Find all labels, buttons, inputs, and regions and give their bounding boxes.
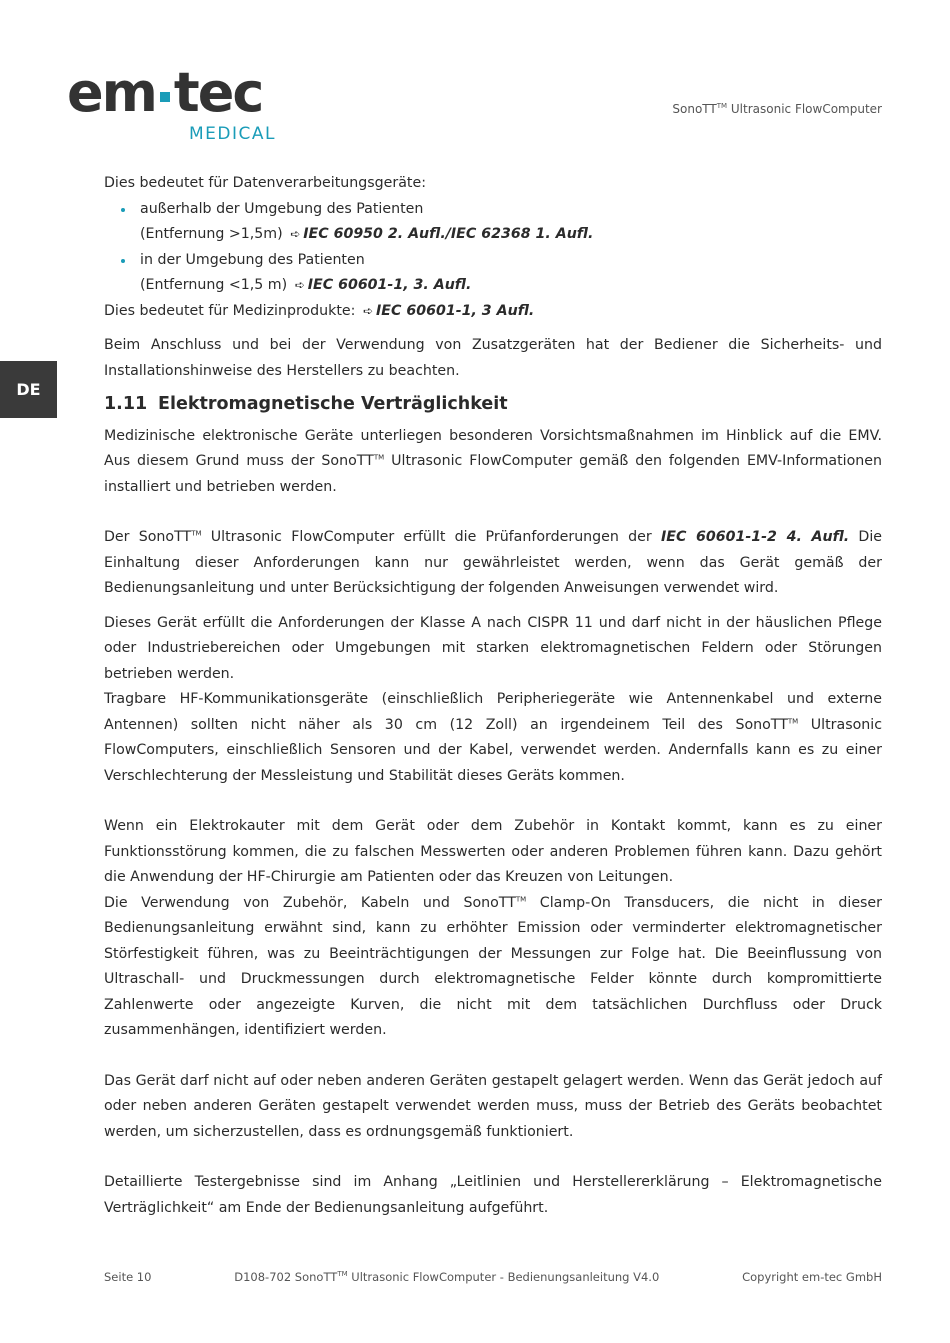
page-number: Seite 10 [104,1270,152,1284]
document-title: D108-702 SonoTT™ Ultrasonic FlowComputer - Bedienungsanleitung V4.0 [234,1270,660,1284]
logo-tec: tec [173,61,263,124]
list-item-detail: (Entfernung >1,5m) ➪ IEC 60950 2. Aufl./IEC 62368 1. Aufl. [140,226,594,242]
medical-products-line: Dies bedeutet für Medizinprodukte: ➪ IEC 60601-1, 3 Aufl. [104,302,535,319]
logo-subtitle: MEDICAL [189,124,276,144]
arrow-icon: ➪ [362,303,374,318]
standard-reference: IEC 60601-1-2 4. Aufl. [660,529,850,545]
page-footer [104,1270,882,1284]
standard-reference: IEC 60601-1, 3. Aufl. [307,277,472,293]
bullet-icon [121,259,125,263]
list-item: in der Umgebung des Patienten [104,248,882,274]
paragraph: Wenn ein Elektrokauter mit dem Gerät oder dem Zubehör in Kontakt kommt, kann es zu einer Funktionsstörung kommen, die zu falschen Messwerten oder anderen Problemen führen kann. Dazu gehört die Anwendung der HF-Chirurgie am Patienten oder das Kreuzen von Leitungen. [104,818,882,885]
page-content [104,171,882,1221]
section-title: Elektromagnetische Verträglichkeit [158,394,508,414]
copyright: Copyright em-tec GmbH [742,1270,882,1284]
logo-dot-icon [160,92,170,102]
list-item: außerhalb der Umgebung des Patienten [104,197,882,223]
list-item-detail: (Entfernung <1,5 m) ➪ IEC 60601-1, 3. Aufl. [140,277,472,293]
standard-reference: IEC 60601-1, 3 Aufl. [376,302,535,319]
paragraph: Tragbare HF-Kommunikationsgeräte (einschließlich Peripheriegeräte wie Antennenkabel und externe Antennen) sollten nicht näher als 30 cm (12 Zoll) an irgendeinem Teil des SonoTT™ Ultrasonic FlowComputers, einschließlich Sensoren und der Kabel, verwendet werden. Andernfalls kann es zu einer Verschlechterung der Messleistung und Stabilität dieses Geräts kommen. [104,691,882,784]
header-product-title: SonoTT™ Ultrasonic FlowComputer [672,102,882,116]
standard-reference: IEC 60950 2. Aufl./IEC 62368 1. Aufl. [303,226,594,242]
intro-line: Dies bedeutet für Datenverarbeitungsgeräte: [104,175,426,191]
paragraph: Die Verwendung von Zubehör, Kabeln und SonoTT™ Clamp-On Transducers, die nicht in dieser Bedienungsanleitung erwähnt sind, kann zu erhöhter Emission oder verminderter elektromagnetischer Störfestigkeit führen, was zu Beeinträchtigungen der Messungen zur Folge hat. Die Beeinflussung von Ultraschall- und Druckmessungen durch elektromagnetische Felder könnte durch kompromittierte Zahlenwerte oder angezeigte Kurven, die nicht mit dem tatsächlichen Durchfluss oder Druck zusammenhängen, identifiziert werden. [104,894,882,1038]
paragraph: Der SonoTT™ Ultrasonic FlowComputer erfüllt die Prüfanforderungen der IEC 60601-1-2 4. Aufl. Die Einhaltung dieser Anforderungen kann nur gewährleistet werden, wenn das Gerät gemäß der Bedienungsanleitung und unter Berücksichtigung der folgenden Anweisungen verwendet wird. [104,529,883,596]
arrow-icon: ➪ [290,227,301,241]
paragraph: Das Gerät darf nicht auf oder neben anderen Geräten gestapelt gelagert werden. Wenn das Gerät jedoch auf oder neben anderen Geräten gestapelt verwendet werden muss, muss der Betrieb des Geräts beobachtet werden, um sicherzustellen, dass es ordnungsgemäß funktioniert. [104,1072,882,1140]
bullet-icon [121,208,125,212]
paragraph: Detaillierte Testergebnisse sind im Anhang „Leitlinien und Herstellererklärung – Elektromagnetische Verträglichkeit“ am Ende der Bedienungsanleitung aufgeführt. [104,1174,882,1216]
paragraph: Medizinische elektronische Geräte unterliegen besonderen Vorsichtsmaßnahmen im Hinblick auf die EMV. Aus diesem Grund muss der SonoTT™ Ultrasonic FlowComputer gemäß den folgenden EMV-Informationen installiert und betrieben werden. [104,427,882,495]
language-tab: DE [0,361,57,418]
logo-wordmark [67,61,282,124]
connection-note: Beim Anschluss und bei der Verwendung von Zusatzgeräten hat der Bediener die Sicherheits- und Installationshinweise des Herstellers zu beachten. [104,337,882,379]
paragraph: Dieses Gerät erfüllt die Anforderungen der Klasse A nach CISPR 11 und darf nicht in der häuslichen Pflege oder Industriebereichen oder Umgebungen mit starken elektromagnetischen Feldern oder Störungen betrieben werden. [104,614,882,682]
section-heading [104,392,882,418]
logo-em: em [67,61,156,124]
section-number: 1.11 [104,394,148,414]
arrow-icon: ➪ [294,278,305,292]
company-logo [67,61,282,144]
